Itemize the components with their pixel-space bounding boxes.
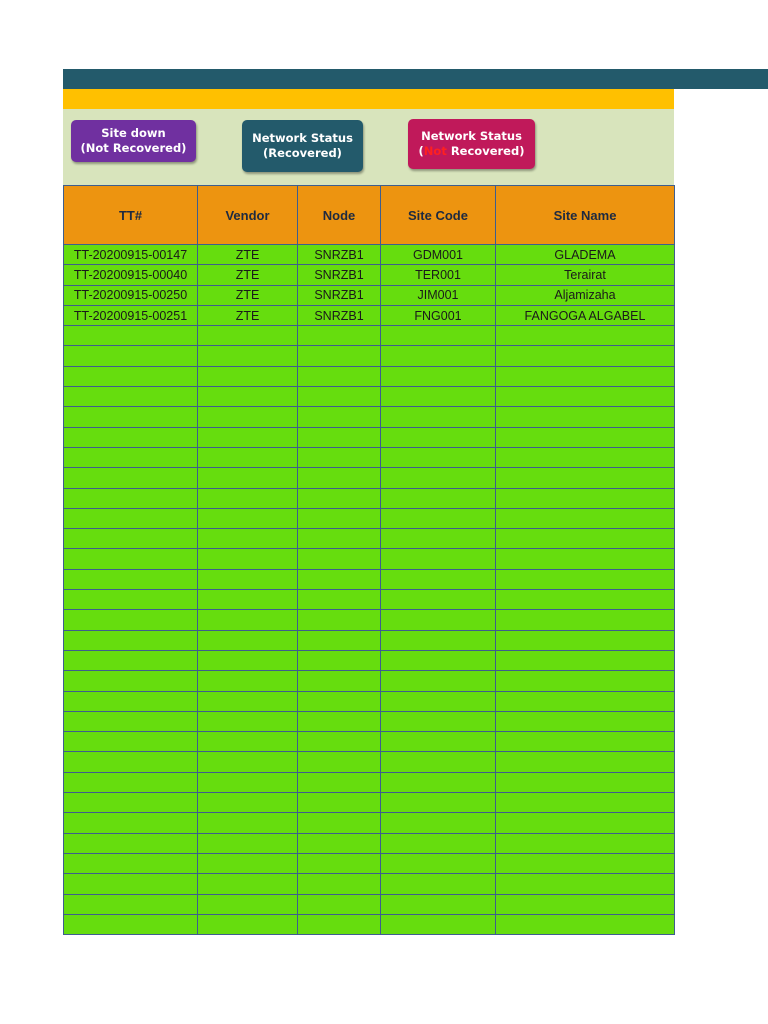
empty-cell[interactable] [64,326,198,346]
empty-cell[interactable] [298,833,381,853]
empty-cell[interactable] [496,326,675,346]
empty-cell[interactable] [298,671,381,691]
recovered-button-line1: Network Status [252,131,353,145]
trouble-ticket-table [63,185,675,935]
empty-cell[interactable] [381,711,496,731]
empty-cell[interactable] [298,732,381,752]
empty-cell[interactable] [198,407,298,427]
empty-cell[interactable] [198,549,298,569]
empty-cell[interactable] [198,813,298,833]
empty-cell[interactable] [381,772,496,792]
cell-tt-number[interactable]: TT-20200915-00147 [64,245,198,265]
empty-cell[interactable] [298,326,381,346]
empty-cell[interactable] [496,387,675,407]
empty-cell[interactable] [496,468,675,488]
empty-cell[interactable] [381,752,496,772]
table-row[interactable] [64,285,675,305]
empty-cell[interactable] [381,427,496,447]
empty-cell[interactable] [381,407,496,427]
empty-cell[interactable] [496,569,675,589]
empty-table-row[interactable] [64,326,675,346]
empty-cell[interactable] [298,488,381,508]
empty-cell[interactable] [381,630,496,650]
empty-table-row[interactable] [64,793,675,813]
empty-cell[interactable] [381,366,496,386]
empty-cell[interactable] [198,630,298,650]
empty-cell[interactable] [198,894,298,914]
empty-cell[interactable] [198,874,298,894]
empty-cell[interactable] [64,793,198,813]
status-button-panel [63,109,674,185]
empty-cell[interactable] [198,752,298,772]
empty-cell[interactable] [198,427,298,447]
empty-cell[interactable] [496,427,675,447]
cell-site-name[interactable]: Aljamizaha [496,285,675,305]
empty-cell[interactable] [64,610,198,630]
empty-table-row[interactable] [64,650,675,670]
empty-table-row[interactable] [64,752,675,772]
cell-site-name[interactable]: GLADEMA [496,245,675,265]
empty-cell[interactable] [381,914,496,934]
empty-cell[interactable] [381,732,496,752]
empty-table-row[interactable] [64,772,675,792]
empty-table-row[interactable] [64,874,675,894]
empty-cell[interactable] [496,691,675,711]
empty-cell[interactable] [496,874,675,894]
empty-cell[interactable] [381,508,496,528]
empty-cell[interactable] [298,508,381,528]
empty-cell[interactable] [381,529,496,549]
empty-cell[interactable] [381,488,496,508]
empty-cell[interactable] [64,630,198,650]
cell-tt-number[interactable]: TT-20200915-00250 [64,285,198,305]
empty-cell[interactable] [496,529,675,549]
not-recovered-button-line1: Network Status [421,129,522,143]
empty-cell[interactable] [198,610,298,630]
empty-table-row[interactable] [64,732,675,752]
empty-cell[interactable] [298,610,381,630]
empty-table-row[interactable] [64,407,675,427]
empty-cell[interactable] [496,914,675,934]
empty-cell[interactable] [381,813,496,833]
empty-cell[interactable] [64,833,198,853]
network-status-recovered-button[interactable] [242,120,363,172]
empty-cell[interactable] [198,569,298,589]
empty-cell[interactable] [496,833,675,853]
empty-cell[interactable] [381,387,496,407]
empty-cell[interactable] [64,914,198,934]
empty-cell[interactable] [298,914,381,934]
empty-cell[interactable] [64,468,198,488]
empty-cell[interactable] [298,894,381,914]
empty-cell[interactable] [381,874,496,894]
empty-cell[interactable] [198,366,298,386]
empty-table-row[interactable] [64,488,675,508]
empty-cell[interactable] [496,549,675,569]
column-header-tt[interactable]: TT# [64,186,198,245]
empty-cell[interactable] [381,326,496,346]
empty-cell[interactable] [298,813,381,833]
cell-vendor[interactable]: ZTE [198,305,298,325]
empty-table-row[interactable] [64,427,675,447]
empty-table-row[interactable] [64,813,675,833]
empty-cell[interactable] [298,752,381,772]
site-down-button[interactable] [71,120,196,162]
empty-cell[interactable] [64,549,198,569]
empty-table-row[interactable] [64,691,675,711]
empty-cell[interactable] [496,407,675,427]
not-recovered-rest: Recovered) [446,144,525,158]
empty-table-row[interactable] [64,894,675,914]
empty-cell[interactable] [298,366,381,386]
empty-cell[interactable] [381,610,496,630]
empty-cell[interactable] [381,468,496,488]
not-recovered-button-line2 [419,144,525,159]
empty-cell[interactable] [496,671,675,691]
empty-cell[interactable] [496,590,675,610]
empty-cell[interactable] [381,650,496,670]
empty-cell[interactable] [381,853,496,873]
empty-cell[interactable] [298,427,381,447]
empty-cell[interactable] [381,894,496,914]
empty-cell[interactable] [64,711,198,731]
empty-cell[interactable] [381,569,496,589]
title-bar [63,69,768,89]
cell-site-name[interactable]: FANGOGA ALGABEL [496,305,675,325]
empty-cell[interactable] [496,772,675,792]
empty-table-row[interactable] [64,387,675,407]
empty-cell[interactable] [298,711,381,731]
empty-cell[interactable] [64,529,198,549]
empty-cell[interactable] [64,488,198,508]
empty-cell[interactable] [198,650,298,670]
empty-cell[interactable] [381,447,496,467]
empty-cell[interactable] [198,732,298,752]
cell-tt-number[interactable]: TT-20200915-00251 [64,305,198,325]
empty-cell[interactable] [496,346,675,366]
empty-cell[interactable] [198,833,298,853]
empty-table-row[interactable] [64,711,675,731]
empty-cell[interactable] [198,914,298,934]
empty-cell[interactable] [64,650,198,670]
empty-cell[interactable] [298,630,381,650]
empty-cell[interactable] [496,366,675,386]
empty-table-row[interactable] [64,630,675,650]
empty-table-row[interactable] [64,447,675,467]
empty-cell[interactable] [198,508,298,528]
empty-cell[interactable] [64,427,198,447]
empty-cell[interactable] [198,468,298,488]
empty-cell[interactable] [298,793,381,813]
empty-cell[interactable] [496,752,675,772]
cell-node[interactable]: SNRZB1 [298,285,381,305]
empty-table-row[interactable] [64,468,675,488]
empty-cell[interactable] [198,590,298,610]
empty-cell[interactable] [381,793,496,813]
empty-cell[interactable] [298,407,381,427]
column-header-node[interactable]: Node [298,186,381,245]
empty-cell[interactable] [298,387,381,407]
empty-cell[interactable] [298,468,381,488]
column-header-site-name[interactable]: Site Name [496,186,675,245]
empty-cell[interactable] [496,508,675,528]
cell-node[interactable]: SNRZB1 [298,265,381,285]
empty-cell[interactable] [298,853,381,873]
empty-cell[interactable] [64,732,198,752]
empty-cell[interactable] [64,387,198,407]
cell-site-code[interactable]: JIM001 [381,285,496,305]
empty-cell[interactable] [64,569,198,589]
empty-cell[interactable] [298,346,381,366]
column-header-site-code[interactable]: Site Code [381,186,496,245]
empty-table-row[interactable] [64,914,675,934]
cell-vendor[interactable]: ZTE [198,245,298,265]
empty-cell[interactable] [381,671,496,691]
cell-site-code[interactable]: GDM001 [381,245,496,265]
cell-vendor[interactable]: ZTE [198,265,298,285]
empty-cell[interactable] [381,346,496,366]
empty-cell[interactable] [198,671,298,691]
empty-cell[interactable] [381,833,496,853]
empty-cell[interactable] [198,387,298,407]
empty-cell[interactable] [298,772,381,792]
not-recovered-not-word: Not [423,144,447,158]
empty-cell[interactable] [381,549,496,569]
empty-cell[interactable] [496,630,675,650]
accent-bar [63,89,674,109]
empty-cell[interactable] [198,447,298,467]
empty-cell[interactable] [198,772,298,792]
empty-cell[interactable] [496,711,675,731]
table-body [64,245,675,935]
not-recovered-open-paren: ( [418,144,424,158]
empty-table-row[interactable] [64,366,675,386]
empty-table-row[interactable] [64,549,675,569]
table-row[interactable] [64,265,675,285]
empty-cell[interactable] [198,793,298,813]
empty-cell[interactable] [64,894,198,914]
table-row[interactable] [64,245,675,265]
cell-site-code[interactable]: FNG001 [381,305,496,325]
empty-cell[interactable] [64,447,198,467]
empty-cell[interactable] [198,529,298,549]
recovered-button-line2: (Recovered) [263,146,342,160]
empty-cell[interactable] [198,853,298,873]
empty-cell[interactable] [381,691,496,711]
empty-table-row[interactable] [64,853,675,873]
empty-cell[interactable] [298,569,381,589]
table-header-row [64,186,675,245]
empty-cell[interactable] [198,691,298,711]
empty-cell[interactable] [64,853,198,873]
empty-cell[interactable] [496,447,675,467]
empty-table-row[interactable] [64,833,675,853]
empty-cell[interactable] [496,488,675,508]
empty-cell[interactable] [298,691,381,711]
empty-table-row[interactable] [64,671,675,691]
empty-cell[interactable] [496,793,675,813]
empty-cell[interactable] [298,874,381,894]
empty-cell[interactable] [64,772,198,792]
column-header-vendor[interactable]: Vendor [198,186,298,245]
empty-cell[interactable] [298,529,381,549]
empty-cell[interactable] [64,813,198,833]
empty-cell[interactable] [64,590,198,610]
empty-cell[interactable] [496,732,675,752]
empty-cell[interactable] [198,711,298,731]
empty-cell[interactable] [198,346,298,366]
empty-cell[interactable] [64,346,198,366]
empty-cell[interactable] [496,894,675,914]
empty-table-row[interactable] [64,529,675,549]
site-down-button-line2: (Not Recovered) [80,141,187,155]
empty-cell[interactable] [298,590,381,610]
cell-node[interactable]: SNRZB1 [298,245,381,265]
site-down-button-line1: Site down [101,126,166,140]
empty-cell[interactable] [496,813,675,833]
empty-cell[interactable] [64,874,198,894]
network-status-not-recovered-button[interactable] [408,119,535,169]
cell-tt-number[interactable]: TT-20200915-00040 [64,265,198,285]
empty-cell[interactable] [298,650,381,670]
empty-cell[interactable] [64,691,198,711]
empty-cell[interactable] [496,853,675,873]
empty-cell[interactable] [298,447,381,467]
table-row[interactable] [64,305,675,325]
empty-cell[interactable] [496,610,675,630]
empty-cell[interactable] [198,326,298,346]
empty-cell[interactable] [64,366,198,386]
cell-site-code[interactable]: TER001 [381,265,496,285]
empty-cell[interactable] [64,671,198,691]
empty-table-row[interactable] [64,569,675,589]
cell-vendor[interactable]: ZTE [198,285,298,305]
empty-cell[interactable] [64,407,198,427]
cell-node[interactable]: SNRZB1 [298,305,381,325]
empty-cell[interactable] [64,752,198,772]
empty-cell[interactable] [198,488,298,508]
cell-site-name[interactable]: Terairat [496,265,675,285]
empty-table-row[interactable] [64,610,675,630]
empty-table-row[interactable] [64,590,675,610]
empty-cell[interactable] [298,549,381,569]
empty-cell[interactable] [64,508,198,528]
empty-cell[interactable] [496,650,675,670]
empty-table-row[interactable] [64,508,675,528]
empty-cell[interactable] [381,590,496,610]
empty-table-row[interactable] [64,346,675,366]
